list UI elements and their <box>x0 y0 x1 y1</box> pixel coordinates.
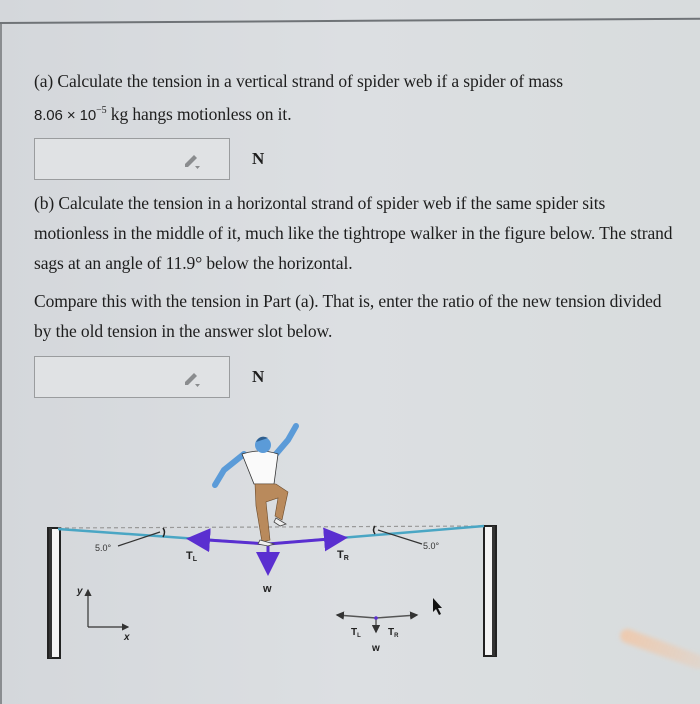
mouse-cursor-icon <box>433 598 442 615</box>
tension-left-vector <box>192 539 268 544</box>
part-b-label: (b) <box>34 193 55 213</box>
question-part-b <box>34 188 674 278</box>
compare-text: Compare this with the tension in Part (a). That is, enter the ratio of the new tension divided by the old tension in the answer slot below. <box>34 291 662 341</box>
answer-input-a[interactable] <box>35 139 193 181</box>
part-b-text: Calculate the tension in a horizontal strand of spider web if the same spider sits motionless in the middle of it, much like the tightrope walker in the figure below. The strand sags at an angle of 11.9° below the horizontal. <box>34 193 673 273</box>
part-a-text-rest: kg hangs motionless on it. <box>106 104 292 124</box>
angle-arc-left <box>163 528 165 537</box>
answer-field-a[interactable] <box>34 138 230 180</box>
free-body-diagram <box>337 615 417 654</box>
tightrope-figure <box>30 410 510 670</box>
part-a-text: Calculate the tension in a vertical strand of spider web if a spider of mass <box>57 71 563 91</box>
mass-exponent: −5 <box>96 105 107 116</box>
angle-label-left: 5.0° <box>95 543 112 553</box>
question-part-a <box>34 66 674 131</box>
fbd-weight-label: w <box>372 643 380 654</box>
weight-label: w <box>263 583 272 595</box>
tension-right-vector <box>268 538 342 544</box>
unit-label-b: N <box>252 367 265 386</box>
answer-field-b[interactable] <box>34 356 230 398</box>
answer-row-a <box>34 138 264 180</box>
coordinate-axes <box>76 586 130 643</box>
x-axis-label: x <box>124 632 130 643</box>
right-pole <box>484 526 496 656</box>
top-divider <box>0 18 700 24</box>
pencil-icon[interactable] <box>183 151 201 169</box>
left-pole <box>48 528 60 658</box>
unit-label-a: N <box>252 149 265 168</box>
window-edge <box>0 24 2 704</box>
rope <box>58 526 484 544</box>
angle-label-right: 5.0° <box>423 541 440 551</box>
tension-right-label: TR <box>337 549 349 562</box>
fbd-tension-right-label: $T_R$ <box>388 627 399 639</box>
tension-left-label: TL <box>186 550 198 563</box>
pencil-icon[interactable] <box>183 369 201 387</box>
part-a-label: (a) <box>34 71 54 91</box>
fbd-tension-left-label: $T_L$ <box>351 627 361 639</box>
horizontal-reference <box>58 526 484 528</box>
screen-glare <box>618 627 700 671</box>
y-axis-label: y <box>77 586 83 597</box>
question-part-b-compare <box>34 286 674 346</box>
answer-input-b[interactable] <box>35 357 193 399</box>
tightrope-walker <box>215 426 296 546</box>
answer-row-b <box>34 356 264 398</box>
angle-arc-right <box>374 526 376 534</box>
mass-value: 8.06 × 10 <box>34 107 97 124</box>
